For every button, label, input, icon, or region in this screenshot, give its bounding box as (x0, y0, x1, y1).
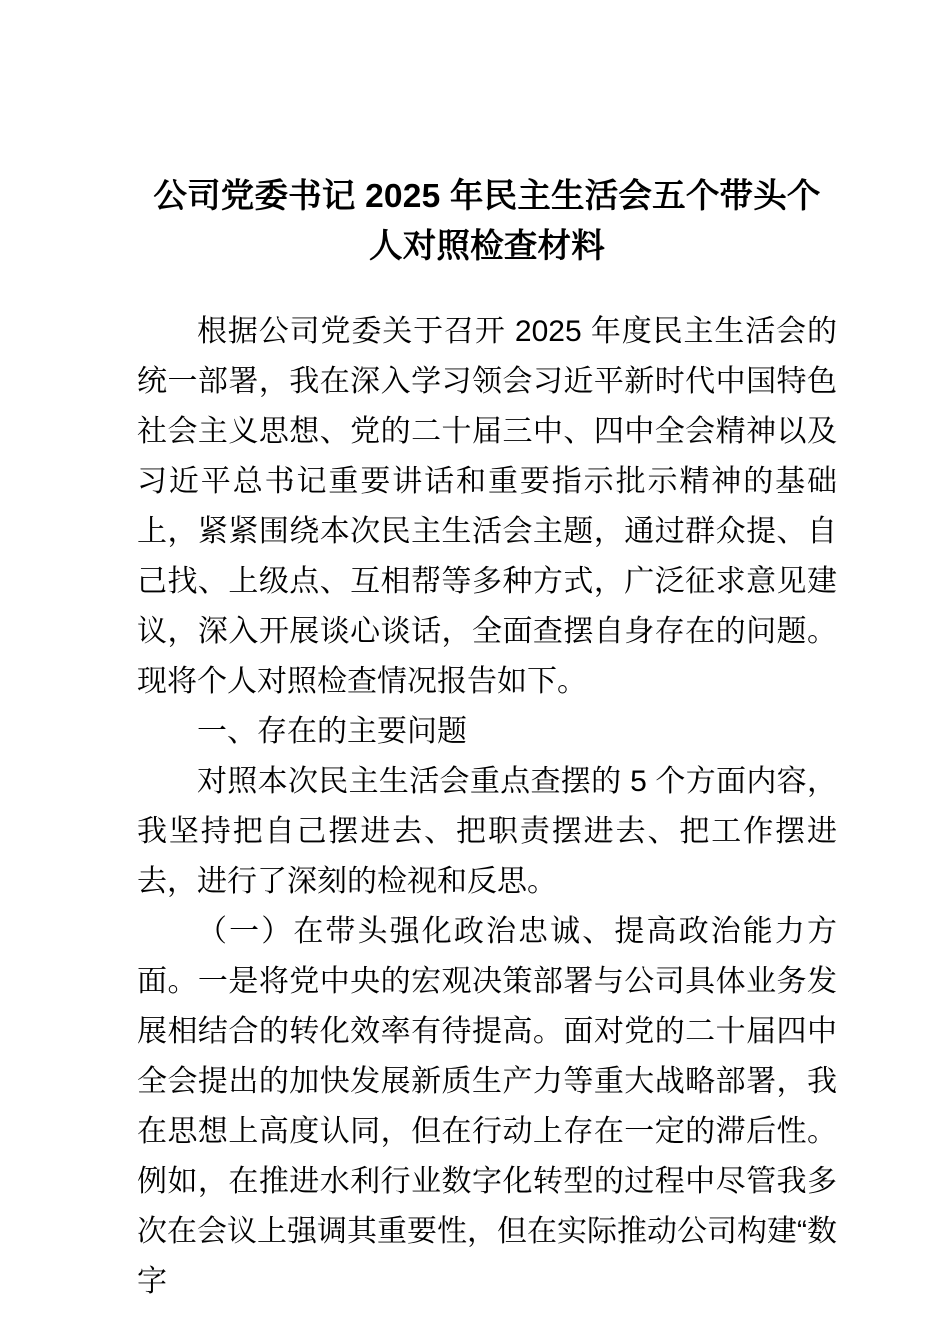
section-heading-one: 一、存在的主要问题 (197, 715, 467, 748)
paragraph-section-one-intro: 对照本次民主生活会重点查摆的 5 个方面内容，我坚持把自己摆进去、把职责摆进去、把工作摆进去，进行了深刻的检视和反思。 (137, 765, 837, 898)
paragraph-subsection-one: （一）在带头强化政治忠诚、提高政治能力方面。一是将党中央的宏观决策部署与公司具体业务发展相结合的转化效率有待提高。面对党的二十届四中全会提出的加快发展新质生产力等重大战略部署，我在思想上高度认同，但在行动上存在一定的滞后性。例如，在推进水利行业数字化转型的过程中尽管我多次在会议上强调其重要性，但在实际推动公司构建“数字 (137, 915, 837, 1298)
paragraph-intro: 根据公司党委关于召开 2025 年度民主生活会的统一部署，我在深入学习领会习近平新时代中国特色社会主义思想、党的二十届三中、四中全会精神以及习近平总书记重要讲话和重要指示批示精神的基础上，紧紧围绕本次民主生活会主题，通过群众提、自己找、上级点、互相帮等多种方式，广泛征求意见建议，深入开展谈心谈话，全面查摆自身存在的问题。现将个人对照检查情况报告如下。 (137, 315, 837, 698)
document-content (137, 0, 837, 1307)
page-title: 公司党委书记 2025 年民主生活会五个带头个人对照检查材料 (153, 178, 821, 265)
